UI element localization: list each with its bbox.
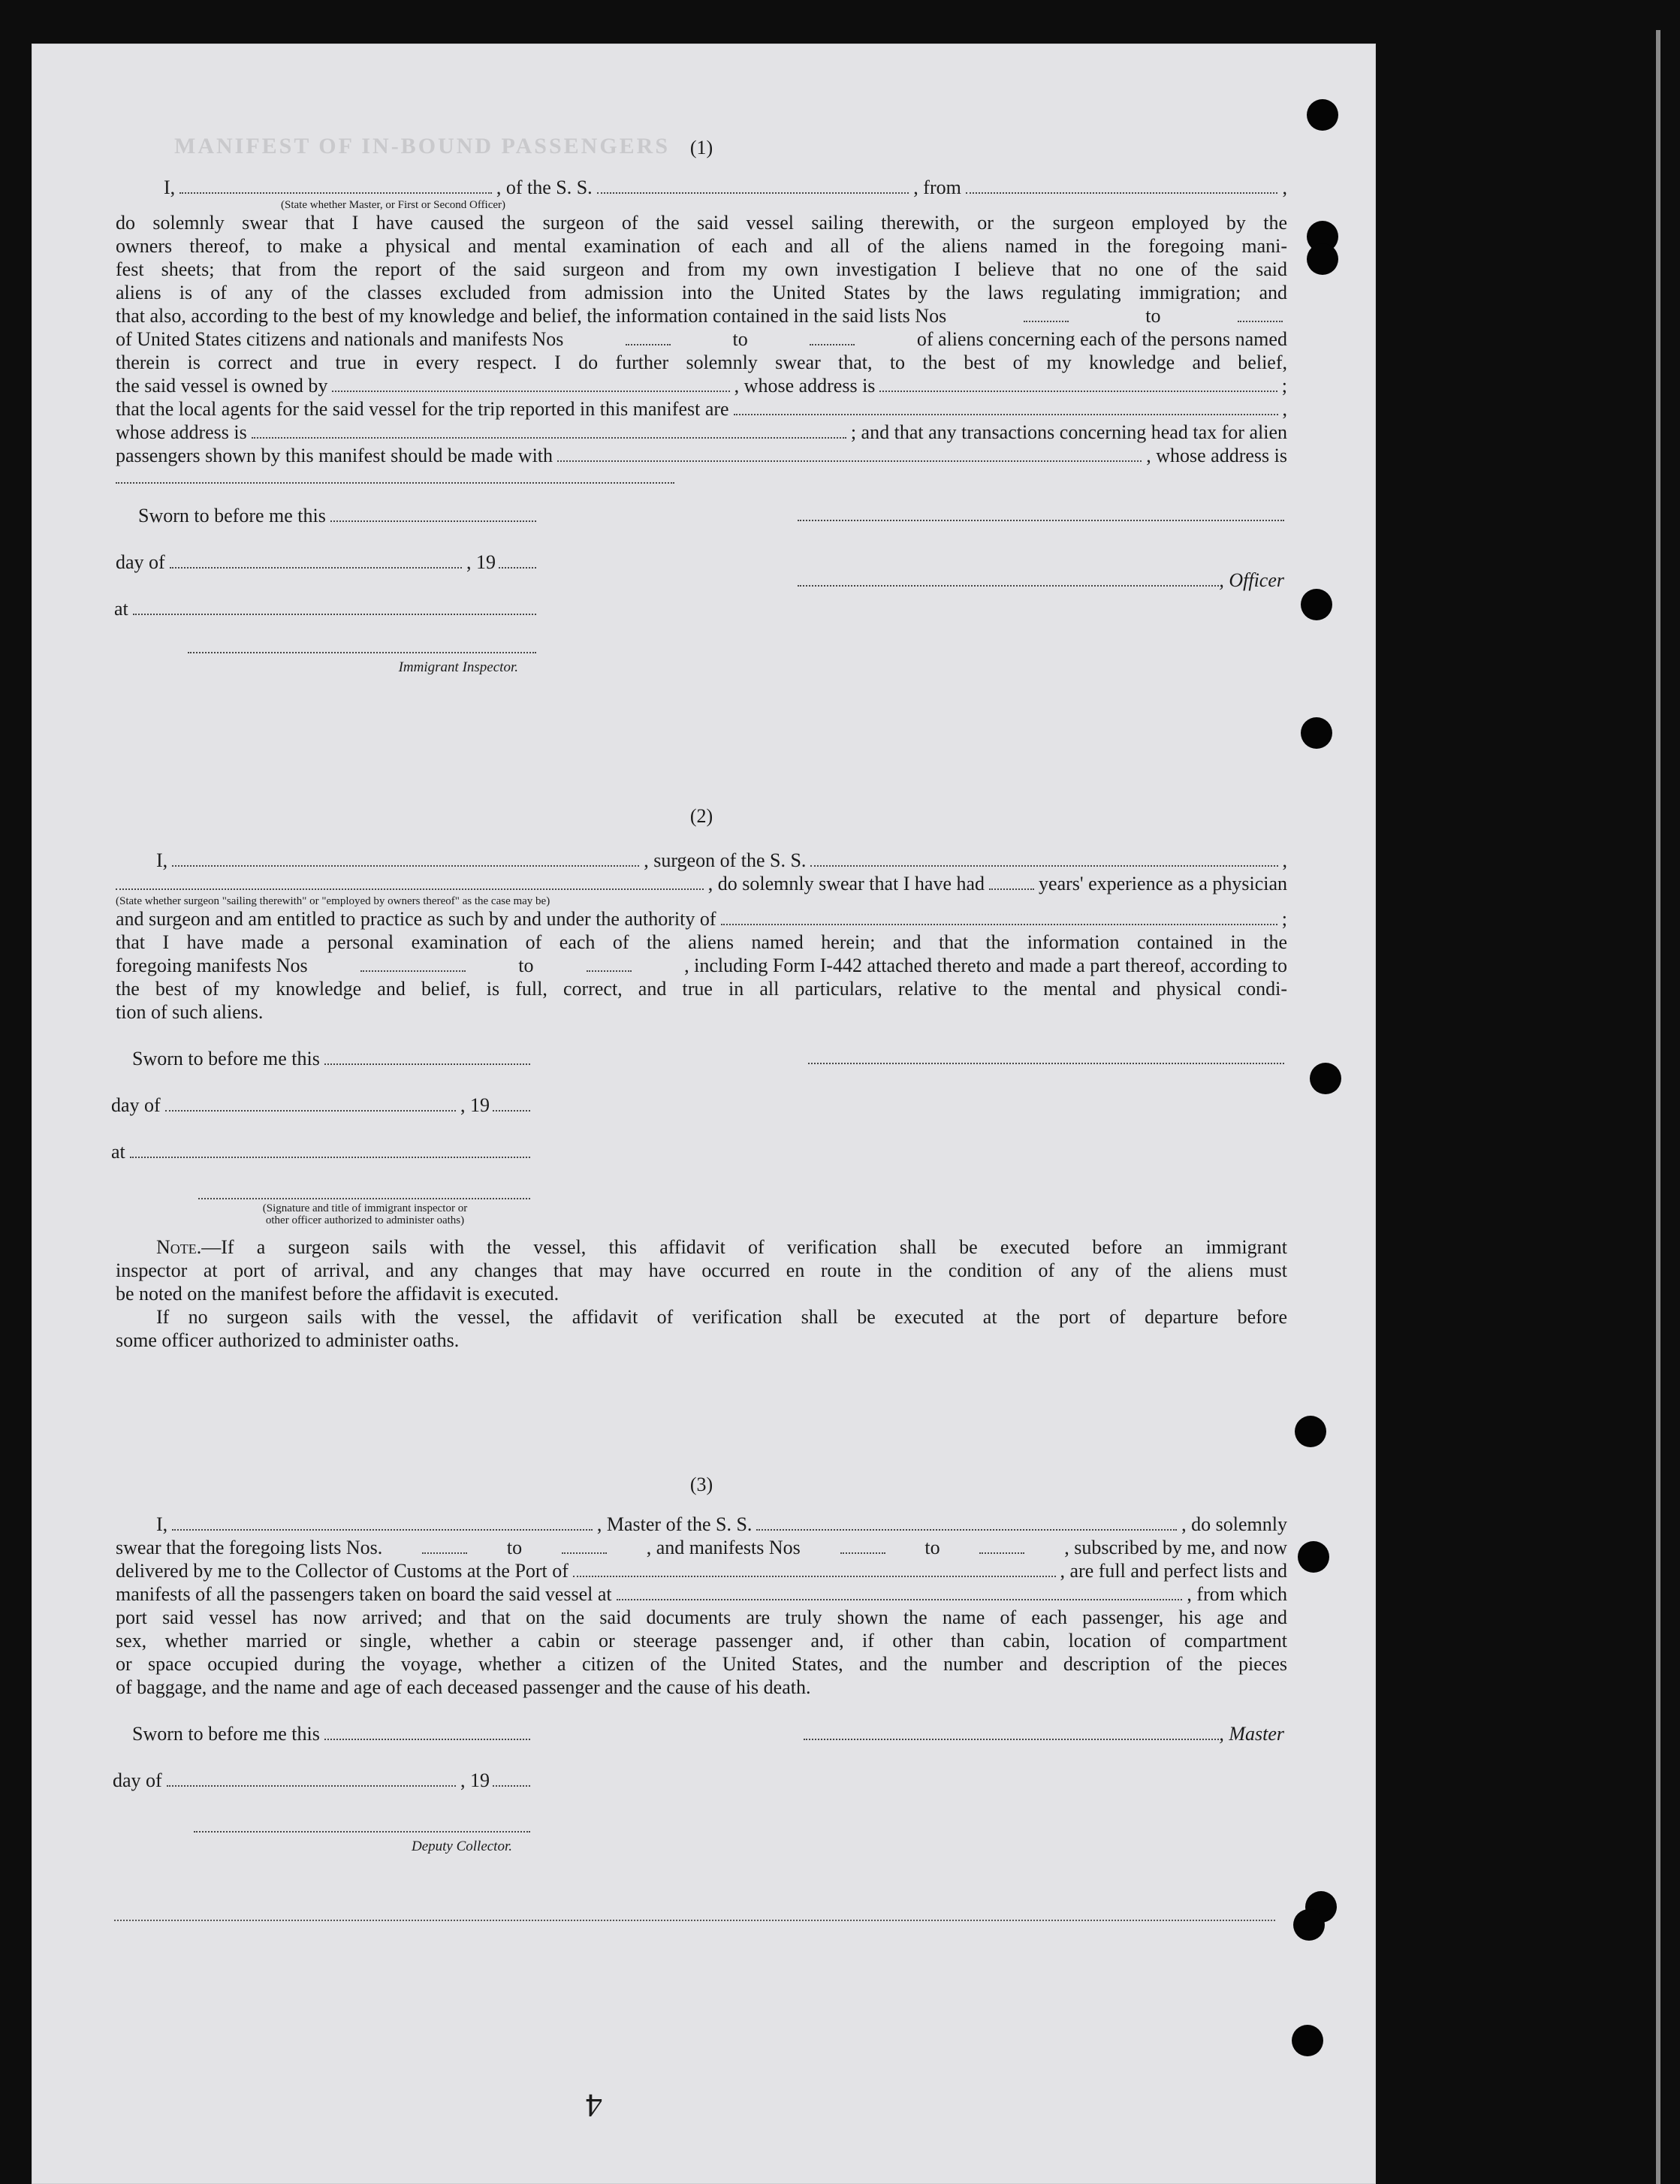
handwritten-page-mark: 4: [586, 2087, 602, 2124]
affidavit-section-1: (1) I, , of the S. S. , from , (State whether Master, or First or Second Officer) do solemnly swear that I have caused the surgeon of the said vessel sailing therewith, or the surgeon employed by the owners thereof, to make a physical and mental examination of each and all of the aliens named in the foregoing mani- fest sheets; that from the report of the said surgeon and from my own investigation I believe that no one of the said aliens is of any of the classes excluded from admission into the United States by the laws regulating immigration; and that also, according to the best of my knowledge and belief, the information contained in the said lists Nos to of United States citizens and nationals and manifests Nos to of aliens concerning each of the persons named therein is correct and true in every respect. I do further solemnly swear that, to the best of my knowledge and belief, the said vessel is owned by , whose address is ; that the local agents for the said vessel for the trip reported in this manifest are , whose address is ; and that any transactions concerning head tax for alien passengers shown by this manifest should be made with , whose address is Sworn to before me this day of , 19 , Officer at Immigrant Inspector.: [114, 137, 1287, 675]
note-text: Note.—If a surgeon sails with the vessel, this affidavit of verification shall be executed before an immigrant: [156, 1236, 1287, 1258]
section-number: (1): [689, 137, 713, 158]
oath-text: sex, whether married or single, whether a cabin or steerage passenger and, if other than cabin, location of compartment: [116, 1630, 1287, 1652]
officer-name-field[interactable]: [179, 177, 492, 194]
head-tax-address-field[interactable]: [116, 467, 674, 484]
inspector-signature-field[interactable]: [198, 1183, 530, 1199]
sworn-year-field[interactable]: [493, 1770, 530, 1787]
boarding-port-field[interactable]: [617, 1584, 1183, 1600]
lists-from-field[interactable]: [1024, 306, 1069, 322]
bleed-through-text: MANIFEST OF IN-BOUND PASSENGERS: [174, 134, 671, 158]
oath-text: do solemnly swear that I have caused the surgeon of the said vessel sailing therewith, or the surgeon employed by the: [116, 212, 1287, 234]
binder-hole: [1307, 243, 1338, 275]
oath-text: aliens is of any of the classes excluded from admission into the United States by the laws regulating immigration; and: [116, 282, 1287, 303]
binder-hole: [1301, 589, 1332, 620]
local-agents-field[interactable]: [734, 399, 1278, 415]
customs-port-field[interactable]: [573, 1561, 1056, 1577]
officer-signature-line-upper[interactable]: [798, 505, 1284, 521]
surgeon-status-field[interactable]: [116, 873, 704, 890]
agents-address-field[interactable]: [252, 422, 846, 439]
binder-hole: [1301, 717, 1332, 749]
vessel-owner-field[interactable]: [332, 376, 729, 392]
manifests-from-field[interactable]: [626, 329, 671, 345]
inspector-caption: Immigrant Inspector.: [398, 659, 518, 675]
head-tax-contact-field[interactable]: [557, 445, 1142, 462]
field-hint: (State whether Master, or First or Second Officer): [281, 199, 506, 211]
oath-text: of baggage, and the name and age of each deceased passenger and the cause of his death.: [116, 1676, 811, 1698]
bottom-divider: [114, 1920, 1275, 1921]
officer-signature-field[interactable]: [798, 570, 1219, 587]
signature-caption: (Signature and title of immigrant inspector or: [262, 1202, 468, 1214]
binder-hole: [1293, 1909, 1325, 1941]
oath-text: or space occupied during the voyage, whether a citizen of the United States, and the number and description of the pieces: [116, 1653, 1287, 1675]
manifests-to-field[interactable]: [979, 1537, 1024, 1554]
sworn-month-field[interactable]: [165, 1095, 456, 1112]
binder-hole: [1307, 99, 1338, 131]
lists-from-field[interactable]: [422, 1537, 467, 1554]
collector-signature-field[interactable]: [194, 1816, 530, 1833]
departure-port-field[interactable]: [966, 177, 1278, 194]
oath-text: that I have made a personal examination of each of the aliens named herein; and that the information contained in the: [116, 931, 1287, 953]
manifests-to-field[interactable]: [810, 329, 855, 345]
oath-text: fest sheets; that from the report of the said surgeon and from my own investigation I believe that no one of the said: [116, 258, 1287, 280]
master-vessel-field[interactable]: [756, 1514, 1177, 1531]
lists-to-field[interactable]: [562, 1537, 607, 1554]
binder-hole: [1292, 2025, 1323, 2056]
oath-text: owners thereof, to make a physical and mental examination of each and all of the aliens named in the foregoing mani-: [116, 235, 1287, 257]
surgeon-name-field[interactable]: [172, 850, 639, 867]
oath-text: port said vessel has now arrived; and that on the said documents are truly shown the name of each passenger, his age and: [116, 1606, 1287, 1628]
note-text: some officer authorized to administer oaths.: [116, 1329, 460, 1351]
inspector-signature-field[interactable]: [188, 637, 536, 653]
affidavit-section-2: (2) I, , surgeon of the S. S. , , do solemnly swear that I have had years' experience as a physician (State whether surgeon "sailing therewith" or "employed by owners thereof" as the case may be) and surgeon and am entitled to practice as such by and under the authority of ; that I have made a personal examination of each of the aliens named herein; and that the information contained in the foregoing manifests Nos to , including Form I-442 attached thereto and made a part thereof, according to the best of my knowledge and belief, is full, correct, and true in all particulars, relative to the mental and physical condi- tion of such aliens. Sworn to before me this day of , 19 at (Signature and title of immigrant inspector or other officer authorized to administer oaths) Note.—If a surgeon sails with the vessel, this affidavit of verification shall be executed before an immigrant inspector at port of arrival, and any changes that may have occurred en route in the condition of any of the aliens must be noted on the manifest before the affidavit is executed. If no surgeon sails with the vessel, the affidavit of verification shall be executed at the port of departure before some officer authorized to administer oaths.: [111, 805, 1287, 1351]
sworn-month-field[interactable]: [170, 552, 462, 569]
owner-address-field[interactable]: [879, 376, 1277, 392]
binder-hole: [1310, 1063, 1341, 1094]
vessel-name-field[interactable]: [597, 177, 909, 194]
scanner-edge: [1656, 30, 1660, 2184]
master-name-field[interactable]: [172, 1514, 593, 1531]
field-hint: (State whether surgeon "sailing therewith" or "employed by owners thereof" as the case may be): [116, 895, 550, 907]
note-label: Note.: [156, 1236, 202, 1258]
manifests-from-field[interactable]: [840, 1537, 885, 1554]
lists-to-field[interactable]: [1238, 306, 1283, 322]
sworn-place-field[interactable]: [133, 599, 536, 615]
note-text: If no surgeon sails with the vessel, the affidavit of verification shall be executed at the port of departure before: [156, 1306, 1287, 1328]
sworn-year-field[interactable]: [499, 552, 536, 569]
section-number: (2): [689, 805, 713, 827]
surgeon-vessel-field[interactable]: [810, 850, 1277, 867]
practice-authority-field[interactable]: [721, 909, 1277, 925]
oath-text: tion of such aliens.: [116, 1001, 264, 1023]
oath-text: the best of my knowledge and belief, is full, correct, and true in all particulars, relative to the mental and physical condi-: [116, 978, 1287, 1000]
binder-hole: [1298, 1541, 1329, 1573]
oath-text: therein is correct and true in every respect. I do further solemnly swear that, to the best of my knowledge and belief,: [116, 351, 1287, 373]
document-page: [32, 44, 1376, 2184]
sworn-year-field[interactable]: [493, 1095, 530, 1112]
surgeon-signature-field[interactable]: [808, 1048, 1284, 1064]
sworn-day-field[interactable]: [330, 505, 536, 522]
sworn-day-field[interactable]: [324, 1048, 530, 1065]
sworn-day-field[interactable]: [324, 1724, 530, 1740]
signature-caption: other officer authorized to administer oaths): [265, 1214, 465, 1226]
sworn-place-field[interactable]: [130, 1142, 530, 1158]
affidavit-section-3: (3) I, , Master of the S. S. , do solemnly swear that the foregoing lists Nos. to , and manifests Nos to , subscribed by me, and now delivered by me to the Collector of Customs at the Port of , are full and perfect lists and manifests of all the passengers taken on board the said vessel at , from which port said vessel has now arrived; and that on the said documents are truly shown the name of each passenger, his age and sex, whether married or single, whether a cabin or steerage passenger and, if other than cabin, location of compartment or space occupied during the voyage, whether a citizen of the United States, and the number and description of the pieces of baggage, and the name and age of each deceased passenger and the cause of his death. Sworn to before me this , Master day of , 19 Deputy Collector.: [113, 1474, 1287, 1854]
section-number: (3): [689, 1474, 713, 1495]
collector-caption: Deputy Collector.: [411, 1839, 512, 1854]
binder-hole: [1295, 1416, 1326, 1447]
surgeon-manifests-to-field[interactable]: [587, 955, 632, 972]
surgeon-manifests-from-field[interactable]: [360, 955, 466, 972]
master-signature-field[interactable]: [804, 1724, 1219, 1740]
note-text: inspector at port of arrival, and any changes that may have occurred en route in the condition of any of the aliens must: [116, 1259, 1287, 1281]
note-text: be noted on the manifest before the affidavit is executed.: [116, 1283, 559, 1305]
sworn-month-field[interactable]: [167, 1770, 456, 1787]
years-experience-field[interactable]: [989, 873, 1034, 890]
